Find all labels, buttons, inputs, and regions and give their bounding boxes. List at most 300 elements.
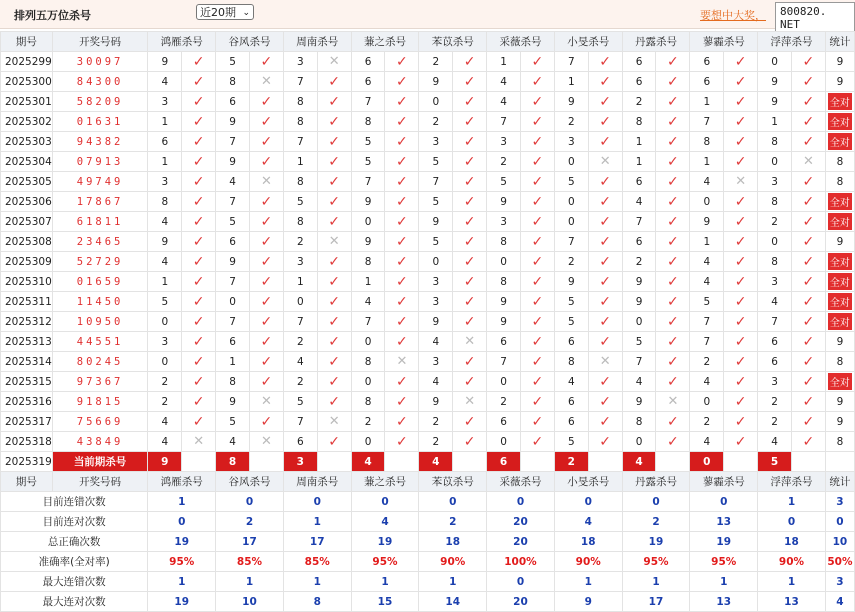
- winning-number-cell: 23465: [52, 232, 148, 252]
- period-select[interactable]: [196, 4, 254, 20]
- column-header: 鸿雁杀号: [148, 472, 216, 492]
- result-mark-cell: [588, 292, 622, 312]
- check-icon: ✓: [667, 133, 679, 150]
- check-icon: ✓: [463, 193, 476, 210]
- result-mark-cell: [249, 292, 283, 312]
- stat-cell: [825, 192, 854, 212]
- current-empty-cell: [317, 452, 351, 472]
- all-correct-badge: 全对: [828, 253, 852, 270]
- result-mark-cell: [249, 412, 283, 432]
- column-header: 统计: [825, 472, 854, 492]
- kill-number-cell: 4: [690, 432, 724, 452]
- stats-value: 2: [216, 512, 284, 532]
- check-icon: ✓: [734, 333, 747, 350]
- issue-cell: 2025314: [1, 352, 53, 372]
- check-icon: ✓: [667, 273, 679, 290]
- check-icon: ✓: [260, 373, 273, 390]
- result-mark-cell: [588, 172, 622, 192]
- column-header: 期号: [1, 32, 53, 52]
- kill-number-cell: 5: [148, 292, 182, 312]
- stats-value: 90%: [419, 552, 487, 572]
- winning-number-cell: 11450: [52, 292, 148, 312]
- kill-number-cell: 8: [283, 112, 317, 132]
- kill-number-cell: 4: [554, 372, 588, 392]
- table-row: [1, 92, 855, 112]
- current-issue-cell: 2025319: [1, 452, 53, 472]
- kill-number-cell: 0: [622, 432, 656, 452]
- stats-value: 0: [419, 492, 487, 512]
- result-mark-cell: [520, 132, 554, 152]
- check-icon: ✓: [396, 213, 408, 230]
- table-row: [1, 432, 855, 452]
- result-mark-cell: [249, 372, 283, 392]
- stats-value: 8: [283, 592, 351, 612]
- result-mark-cell: [724, 332, 758, 352]
- table-row: [1, 372, 855, 392]
- check-icon: ✓: [734, 373, 747, 390]
- current-kill-number: 8: [216, 452, 250, 472]
- kill-number-cell: 5: [351, 152, 385, 172]
- result-mark-cell: [656, 172, 690, 192]
- check-icon: ✓: [734, 253, 747, 270]
- kill-number-cell: 5: [419, 232, 453, 252]
- stats-value: 0: [351, 492, 419, 512]
- kill-number-cell: 2: [419, 432, 453, 452]
- check-icon: ✓: [734, 73, 747, 90]
- check-icon: ✓: [531, 93, 544, 110]
- check-icon: ✓: [734, 113, 747, 130]
- check-icon: ✓: [667, 433, 679, 450]
- column-header: 谷风杀号: [216, 32, 284, 52]
- result-mark-cell: [385, 192, 419, 212]
- cross-icon: ✕: [599, 154, 611, 169]
- kill-number-cell: 5: [554, 172, 588, 192]
- kill-number-cell: 0: [690, 192, 724, 212]
- winning-number-cell: 84300: [52, 72, 148, 92]
- current-empty-cell: [791, 452, 825, 472]
- result-mark-cell: [453, 432, 487, 452]
- check-icon: ✓: [463, 133, 476, 150]
- stats-value: 1: [690, 572, 758, 592]
- check-icon: ✓: [734, 53, 747, 70]
- result-mark-cell: [385, 72, 419, 92]
- check-icon: ✓: [531, 113, 544, 130]
- all-correct-badge: 全对: [828, 273, 852, 290]
- kill-number-cell: 4: [758, 432, 792, 452]
- kill-number-cell: 1: [622, 132, 656, 152]
- stats-value: 95%: [148, 552, 216, 572]
- stats-value: 13: [758, 592, 826, 612]
- result-mark-cell: [520, 252, 554, 272]
- check-icon: ✓: [802, 313, 815, 330]
- result-mark-cell: [791, 172, 825, 192]
- kill-number-cell: 4: [622, 192, 656, 212]
- result-mark-cell: [249, 132, 283, 152]
- kill-number-cell: 9: [690, 212, 724, 232]
- stats-value: 19: [690, 532, 758, 552]
- kill-number-cell: 9: [487, 192, 521, 212]
- result-mark-cell: [182, 332, 216, 352]
- kill-number-cell: 4: [690, 172, 724, 192]
- check-icon: ✓: [599, 293, 612, 310]
- stats-value: 0: [487, 492, 555, 512]
- kill-number-cell: 0: [148, 352, 182, 372]
- stat-cell: 9: [825, 412, 854, 432]
- kill-number-cell: 9: [622, 272, 656, 292]
- stats-label: 最大连对次数: [1, 592, 148, 612]
- check-icon: ✓: [192, 373, 205, 390]
- result-mark-cell: [791, 412, 825, 432]
- result-mark-cell: [182, 432, 216, 452]
- result-mark-cell: [182, 72, 216, 92]
- result-mark-cell: [724, 172, 758, 192]
- issue-cell: 2025310: [1, 272, 53, 292]
- kill-number-cell: 6: [554, 332, 588, 352]
- kill-number-cell: 0: [758, 152, 792, 172]
- kill-number-cell: 9: [622, 392, 656, 412]
- column-header: 丹露杀号: [622, 32, 690, 52]
- current-empty-cell: [656, 452, 690, 472]
- result-mark-cell: [385, 312, 419, 332]
- check-icon: ✓: [531, 373, 544, 390]
- result-mark-cell: [791, 192, 825, 212]
- table-row: [1, 292, 855, 312]
- check-icon: ✓: [531, 253, 544, 270]
- stat-cell: 9: [825, 332, 854, 352]
- current-kill-label: 当前期杀号: [52, 452, 148, 472]
- column-header: 蓼霾杀号: [690, 32, 758, 52]
- column-header: 统计: [825, 32, 854, 52]
- result-mark-cell: [182, 272, 216, 292]
- column-header: 采薇杀号: [487, 472, 555, 492]
- kill-number-cell: 6: [351, 72, 385, 92]
- table-row: [1, 72, 855, 92]
- result-mark-cell: [588, 232, 622, 252]
- check-icon: ✓: [667, 333, 679, 350]
- check-icon: ✓: [802, 373, 815, 390]
- current-issue-row: [1, 452, 855, 472]
- result-mark-cell: [656, 92, 690, 112]
- check-icon: ✓: [396, 413, 408, 430]
- kill-number-cell: 7: [216, 272, 250, 292]
- check-icon: ✓: [531, 213, 544, 230]
- result-mark-cell: [791, 332, 825, 352]
- kill-number-cell: 1: [487, 52, 521, 72]
- result-mark-cell: [656, 352, 690, 372]
- result-mark-cell: [791, 392, 825, 412]
- stats-value: 95%: [690, 552, 758, 572]
- check-icon: ✓: [802, 433, 815, 450]
- check-icon: ✓: [599, 73, 612, 90]
- result-mark-cell: [317, 232, 351, 252]
- stats-label: 目前连错次数: [1, 492, 148, 512]
- stat-cell: [825, 212, 854, 232]
- stat-cell: [825, 272, 854, 292]
- kill-number-cell: 9: [622, 292, 656, 312]
- issue-cell: 2025317: [1, 412, 53, 432]
- kill-number-cell: 1: [283, 272, 317, 292]
- kill-number-cell: 3: [554, 132, 588, 152]
- check-icon: ✓: [396, 333, 408, 350]
- check-icon: ✓: [734, 273, 747, 290]
- result-mark-cell: [588, 392, 622, 412]
- kill-number-cell: 8: [487, 232, 521, 252]
- check-icon: ✓: [531, 73, 544, 90]
- kill-number-cell: 4: [690, 272, 724, 292]
- stats-value: 1: [419, 572, 487, 592]
- result-mark-cell: [182, 112, 216, 132]
- kill-number-cell: 9: [758, 72, 792, 92]
- kill-number-cell: 4: [148, 252, 182, 272]
- result-mark-cell: [520, 352, 554, 372]
- kill-number-cell: 0: [419, 252, 453, 272]
- column-header: 期号: [1, 472, 53, 492]
- kill-number-cell: 3: [148, 92, 182, 112]
- current-empty-cell: [385, 452, 419, 472]
- kill-number-cell: 9: [419, 72, 453, 92]
- table-row: [1, 392, 855, 412]
- kill-number-cell: 8: [351, 352, 385, 372]
- check-icon: ✓: [192, 293, 205, 310]
- check-icon: ✓: [396, 393, 408, 410]
- kill-number-cell: 8: [351, 252, 385, 272]
- kill-number-cell: 3: [419, 352, 453, 372]
- result-mark-cell: [656, 312, 690, 332]
- check-icon: ✓: [599, 433, 612, 450]
- check-icon: ✓: [802, 213, 815, 230]
- stats-value: 20: [487, 532, 555, 552]
- check-icon: ✓: [328, 333, 341, 350]
- stats-value: 1: [216, 572, 284, 592]
- check-icon: ✓: [599, 233, 612, 250]
- kill-number-cell: 2: [487, 392, 521, 412]
- kill-number-cell: 9: [216, 252, 250, 272]
- check-icon: ✓: [667, 233, 679, 250]
- kill-number-cell: 7: [351, 92, 385, 112]
- check-icon: ✓: [192, 213, 205, 230]
- kill-number-cell: 3: [419, 292, 453, 312]
- kill-number-cell: 1: [283, 152, 317, 172]
- kill-number-table: [0, 31, 855, 612]
- kill-number-cell: 4: [487, 92, 521, 112]
- stats-value: 1: [758, 572, 826, 592]
- kill-number-cell: 8: [758, 252, 792, 272]
- winning-number-cell: 97367: [52, 372, 148, 392]
- kill-number-cell: 8: [216, 72, 250, 92]
- kill-number-cell: 3: [148, 172, 182, 192]
- kill-number-cell: 3: [148, 332, 182, 352]
- result-mark-cell: [182, 192, 216, 212]
- stat-cell: [825, 372, 854, 392]
- result-mark-cell: [588, 312, 622, 332]
- result-mark-cell: [317, 132, 351, 152]
- kill-number-cell: 2: [148, 392, 182, 412]
- kill-number-cell: 0: [351, 372, 385, 392]
- check-icon: ✓: [599, 133, 612, 150]
- kill-number-cell: 6: [622, 172, 656, 192]
- kill-number-cell: 9: [148, 52, 182, 72]
- result-mark-cell: [385, 112, 419, 132]
- result-mark-cell: [588, 132, 622, 152]
- kill-number-cell: 6: [622, 72, 656, 92]
- check-icon: ✓: [192, 113, 205, 130]
- table-row: [1, 112, 855, 132]
- stats-label: 最大连错次数: [1, 572, 148, 592]
- cross-icon: ✕: [735, 174, 747, 189]
- kill-number-cell: 7: [487, 112, 521, 132]
- result-mark-cell: [724, 212, 758, 232]
- check-icon: ✓: [599, 53, 612, 70]
- promo-link[interactable]: 要想中大奖，: [700, 9, 766, 22]
- check-icon: ✓: [396, 273, 408, 290]
- result-mark-cell: [588, 432, 622, 452]
- winning-number-cell: 58209: [52, 92, 148, 112]
- column-header: 苯苡杀号: [419, 472, 487, 492]
- result-mark-cell: [317, 72, 351, 92]
- all-correct-badge: 全对: [828, 113, 852, 130]
- kill-number-cell: 6: [487, 332, 521, 352]
- check-icon: ✓: [667, 253, 679, 270]
- cross-icon: ✕: [464, 334, 476, 349]
- result-mark-cell: [317, 352, 351, 372]
- check-icon: ✓: [192, 313, 205, 330]
- result-mark-cell: [724, 352, 758, 372]
- issue-cell: 2025301: [1, 92, 53, 112]
- check-icon: ✓: [667, 353, 679, 370]
- column-header: 丹露杀号: [622, 472, 690, 492]
- kill-number-cell: 3: [283, 52, 317, 72]
- kill-number-cell: 1: [690, 92, 724, 112]
- check-icon: ✓: [260, 213, 273, 230]
- kill-number-cell: 0: [351, 432, 385, 452]
- result-mark-cell: [656, 72, 690, 92]
- kill-number-cell: 9: [148, 232, 182, 252]
- check-icon: ✓: [531, 333, 544, 350]
- result-mark-cell: [385, 212, 419, 232]
- stats-value: 2: [622, 512, 690, 532]
- column-header: 开奖号码: [52, 472, 148, 492]
- stats-value: 19: [622, 532, 690, 552]
- stats-header-row: [1, 472, 855, 492]
- kill-number-cell: 2: [351, 412, 385, 432]
- column-header: 蓼霾杀号: [690, 472, 758, 492]
- result-mark-cell: [453, 232, 487, 252]
- result-mark-cell: [182, 252, 216, 272]
- issue-cell: 2025318: [1, 432, 53, 452]
- check-icon: ✓: [192, 93, 205, 110]
- result-mark-cell: [385, 392, 419, 412]
- result-mark-cell: [182, 152, 216, 172]
- cross-icon: ✕: [260, 394, 272, 409]
- check-icon: ✓: [734, 353, 747, 370]
- kill-number-cell: 4: [216, 172, 250, 192]
- kill-number-cell: 6: [351, 52, 385, 72]
- kill-number-cell: 7: [690, 312, 724, 332]
- table-row: [1, 232, 855, 252]
- check-icon: ✓: [463, 173, 476, 190]
- result-mark-cell: [453, 352, 487, 372]
- check-icon: ✓: [802, 53, 815, 70]
- stats-value: 0: [758, 512, 826, 532]
- check-icon: ✓: [260, 293, 273, 310]
- result-mark-cell: [656, 332, 690, 352]
- kill-number-cell: 2: [622, 252, 656, 272]
- kill-number-cell: 2: [148, 372, 182, 392]
- kill-number-cell: 4: [419, 332, 453, 352]
- check-icon: ✓: [802, 73, 815, 90]
- winning-number-cell: 01631: [52, 112, 148, 132]
- check-icon: ✓: [599, 213, 612, 230]
- stat-cell: [825, 252, 854, 272]
- result-mark-cell: [182, 372, 216, 392]
- result-mark-cell: [453, 152, 487, 172]
- stats-value: 1: [148, 572, 216, 592]
- result-mark-cell: [656, 392, 690, 412]
- result-mark-cell: [588, 252, 622, 272]
- result-mark-cell: [317, 392, 351, 412]
- kill-number-cell: 8: [283, 212, 317, 232]
- result-mark-cell: [317, 432, 351, 452]
- result-mark-cell: [520, 392, 554, 412]
- winning-number-cell: 94382: [52, 132, 148, 152]
- check-icon: ✓: [463, 353, 476, 370]
- chevron-down-icon: ⌄: [242, 8, 250, 18]
- kill-number-cell: 8: [148, 192, 182, 212]
- check-icon: ✓: [599, 253, 612, 270]
- result-mark-cell: [249, 392, 283, 412]
- issue-cell: 2025299: [1, 52, 53, 72]
- check-icon: ✓: [667, 293, 679, 310]
- stats-value: 90%: [758, 552, 826, 572]
- issue-cell: 2025308: [1, 232, 53, 252]
- kill-number-cell: 9: [216, 112, 250, 132]
- kill-number-cell: 6: [622, 232, 656, 252]
- result-mark-cell: [520, 152, 554, 172]
- kill-number-cell: 4: [758, 292, 792, 312]
- result-mark-cell: [317, 212, 351, 232]
- kill-number-cell: 0: [622, 312, 656, 332]
- kill-number-cell: 8: [622, 112, 656, 132]
- result-mark-cell: [385, 132, 419, 152]
- result-mark-cell: [588, 192, 622, 212]
- result-mark-cell: [724, 152, 758, 172]
- stats-value: 9: [554, 592, 622, 612]
- result-mark-cell: [317, 252, 351, 272]
- check-icon: ✓: [734, 313, 747, 330]
- result-mark-cell: [453, 312, 487, 332]
- kill-number-cell: 2: [419, 412, 453, 432]
- result-mark-cell: [791, 72, 825, 92]
- result-mark-cell: [656, 52, 690, 72]
- result-mark-cell: [453, 72, 487, 92]
- kill-number-cell: 6: [554, 412, 588, 432]
- stats-value: 1: [758, 492, 826, 512]
- current-empty-cell: [453, 452, 487, 472]
- result-mark-cell: [453, 92, 487, 112]
- check-icon: ✓: [802, 413, 815, 430]
- kill-number-cell: 6: [487, 412, 521, 432]
- stats-value: 17: [283, 532, 351, 552]
- stat-cell: 8: [825, 152, 854, 172]
- stats-value: 13: [690, 592, 758, 612]
- result-mark-cell: [588, 152, 622, 172]
- check-icon: ✓: [192, 393, 205, 410]
- kill-number-cell: 9: [554, 272, 588, 292]
- check-icon: ✓: [667, 173, 679, 190]
- check-icon: ✓: [802, 193, 815, 210]
- stats-value: 0: [216, 492, 284, 512]
- result-mark-cell: [385, 272, 419, 292]
